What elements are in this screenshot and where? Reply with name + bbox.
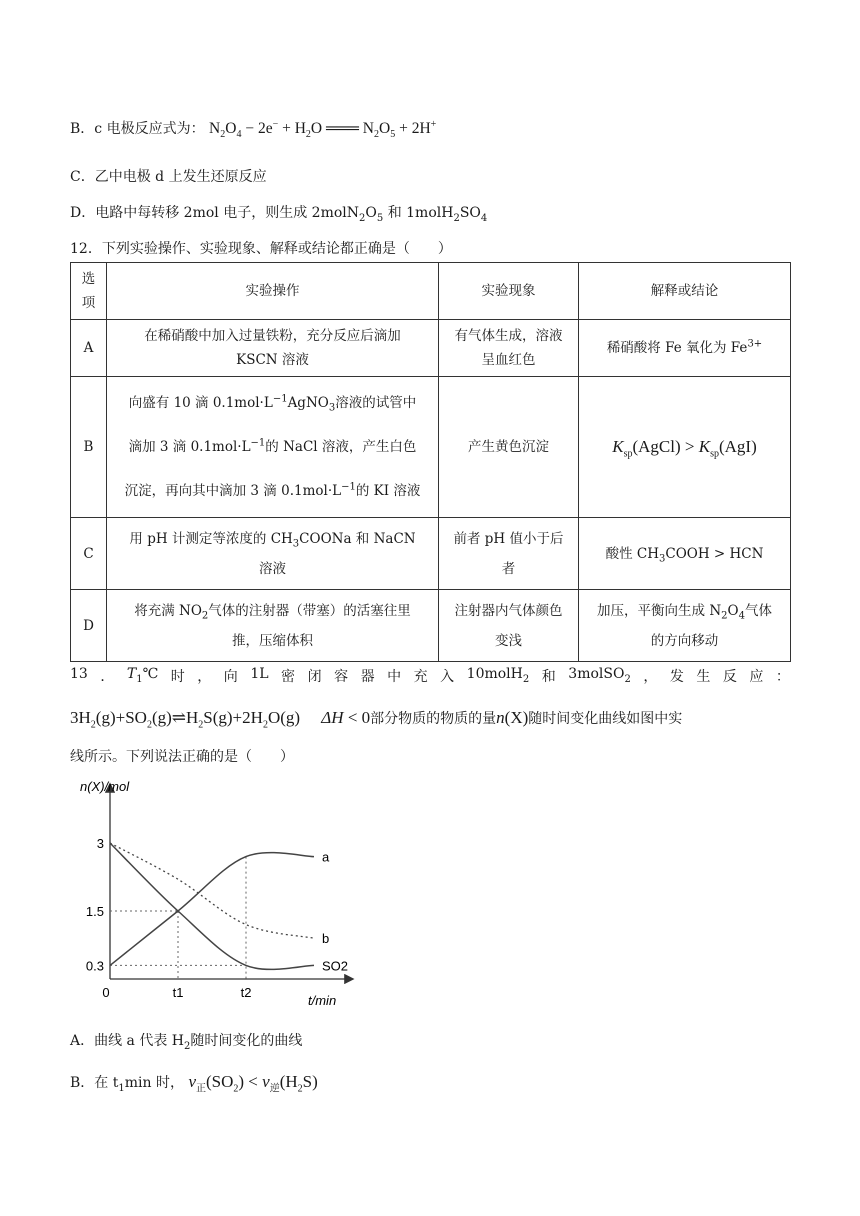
concl-text: 稀硝酸将 Fe 氧化为 Fe (606, 340, 748, 356)
curves (110, 843, 314, 969)
word-part: 10molH (466, 666, 523, 682)
header-conclusion: 解释或结论 (579, 263, 791, 320)
phen-line: 前者 pH 值小于后 (453, 530, 564, 547)
row-conclusion: 加压，平衡向生成 $N_2O_4$气体 的方向移动 (579, 590, 791, 662)
header-option-2: 项 (81, 295, 96, 311)
y-axis-label: n(X)/mol (80, 779, 130, 794)
op-part: 气体的注射器（带塞）的活塞往里 (208, 602, 411, 619)
word: 闭 (307, 669, 322, 685)
series-label-a: a (322, 849, 330, 865)
series-label-so2: SO2 (322, 958, 349, 974)
op-line: KSCN 溶液 (236, 352, 309, 368)
op-part: 将充满 NO (134, 602, 202, 619)
q13-option-b-mid: min 时， (124, 1075, 184, 1091)
row-operation: 用 pH 计测定等浓度的 $CH_3COONa$ 和 NaCN 溶液 (107, 518, 439, 590)
row-conclusion: 稀硝酸将 Fe 氧化为 $Fe^{3+}$ (579, 320, 791, 377)
y-tick-label: 3 (96, 836, 104, 851)
q13-chart (72, 773, 362, 1013)
q12-table (70, 262, 791, 662)
q12-stem: 12．下列实验操作、实验现象、解释或结论都正确是（ ） (70, 241, 452, 257)
table-row (71, 590, 791, 662)
phen-line: 者 (501, 560, 516, 577)
op-part: 向盛有 10 滴 0.1mol·L (128, 395, 273, 411)
word: 发 (669, 669, 684, 685)
row-phenomenon (439, 518, 579, 590)
table-row (71, 320, 791, 377)
q11-option-b-equation: $N_2O_4 - 2e^- + H_2O$ ═══ $N_2O_5 + 2H^+$ (209, 118, 437, 141)
row-operation: 将充满 $NO_2$气体的注射器（带塞）的活塞往里 推，压缩体积 (107, 590, 439, 662)
op-part: AgNO (287, 395, 329, 411)
series-line-b (110, 843, 314, 938)
phen-line: 注射器内气体颜色 (454, 602, 563, 619)
row-label: A (71, 320, 107, 377)
series-label-b: b (322, 931, 330, 947)
row-operation: 向盛有 10 滴 $0.1mol\cdot L^{-1}AgNO_3$溶液的试管中 滴加 3 滴 $0.1mol\cdot L^{-1}$的 NaCl 溶液，产生白色 沉淀，再向其中滴加 3 滴 $0.1mol\cdot L^{-1}$的 KI 溶液 (107, 377, 439, 518)
word: 容 (334, 669, 349, 685)
x-tick-label: t1 (172, 985, 184, 1000)
table-row (71, 263, 791, 320)
header-phenomenon: 实验现象 (439, 263, 579, 320)
concl-part: 的方向移动 (650, 632, 719, 649)
word: 充 (413, 669, 428, 685)
y-tick-label: 1.5 (85, 904, 104, 919)
op-part: 用 pH 计测定等浓度的 CH (129, 530, 293, 547)
word: 向 (223, 669, 238, 685)
table-row (71, 518, 791, 590)
header-option (71, 263, 107, 320)
header-option-1: 选 (81, 271, 96, 287)
word: 13 (70, 666, 88, 682)
y-tick-label: 0.3 (85, 958, 104, 974)
q13-option-b-formula: $v_正(SO_2) < v_逆(H_2S)$ (188, 1072, 318, 1095)
op-line: 在稀硝酸中加入过量铁粉，充分反应后滴加 (144, 328, 401, 344)
x-axis-label: t/min (308, 993, 337, 1008)
word: 器 (360, 669, 375, 685)
q13-stem-line2 (70, 708, 683, 731)
q11-option-d-text: D．电路中每转移 2mol 电子，则生成 2molN (70, 205, 360, 221)
q11-option-c: C．乙中电极 d 上发生还原反应 (70, 169, 267, 185)
table-row (71, 377, 791, 518)
x-tick-label: t2 (240, 985, 252, 1000)
word: 中 (387, 669, 402, 685)
q11-option-d-end: SO (459, 205, 481, 221)
row-conclusion: $K_{sp}(AgCl) > K_{sp}(AgI)$ (579, 377, 791, 518)
q13-equation: $3H_2(g)+SO_2(g)\rightleftharpoons H_2S(g)+2H_2O(g)$ ΔH < 0 (70, 708, 371, 731)
op-part: 的 KI 溶液 (355, 483, 421, 499)
phen-line: 变浅 (495, 632, 522, 649)
phen-line: 有气体生成，溶液 (454, 328, 563, 344)
q13-option-b: B．在 $t_1\min$ 时， $v_正(SO_2) < v_逆(H_2S)$ (70, 1072, 318, 1095)
word: 生 (696, 669, 711, 685)
row-label: B (71, 377, 107, 518)
q13-option-b-text: B．在 t (70, 1075, 119, 1091)
q13-line2-text: 部分物质的物质的量 (370, 711, 497, 727)
concl-part: 气体 (744, 602, 772, 619)
row-operation (107, 320, 439, 377)
word: ． (100, 669, 115, 685)
word: 密 (281, 669, 296, 685)
op-part: COONa 和 NaCN (299, 530, 416, 547)
op-part: 沉淀，再向其中滴加 3 滴 0.1mol·L (124, 483, 342, 499)
row-label: C (71, 518, 107, 590)
word: 入 (440, 669, 455, 685)
word: $T_1℃$ (126, 666, 159, 685)
phen-line: 呈血红色 (481, 352, 536, 368)
concl-part: 酸性 CH (605, 545, 659, 562)
op-part: 溶液的试管中 (335, 395, 417, 411)
word: 时 (170, 669, 185, 685)
q13-option-a-text: A．曲线 a 代表 H (70, 1033, 185, 1049)
concl-part: 加压，平衡向生成 N (597, 602, 722, 619)
q13-option-a: A．曲线 a 代表 $H_2$随时间变化的曲线 (70, 1033, 303, 1052)
row-phenomenon (439, 320, 579, 377)
q11-option-d-mid: 和 1molH (387, 205, 454, 221)
concl-part: COOH > HCN (665, 545, 764, 562)
op-part: 滴加 3 滴 0.1mol·L (128, 439, 251, 455)
word: 应 (749, 669, 764, 685)
q13-stem-line3: 线所示。下列说法正确的是（ ） (70, 749, 294, 765)
word-part: 3molSO (568, 666, 625, 682)
q13-stem-line1 (70, 666, 790, 686)
guide-lines (110, 857, 246, 979)
row-phenomenon: 产生黄色沉淀 (439, 377, 579, 518)
word: ： (775, 669, 790, 685)
op-part: 推，压缩体积 (232, 632, 313, 649)
series-line-so2 (110, 843, 314, 969)
word: ， (197, 669, 212, 685)
word: 10molH$_2$ (466, 666, 530, 685)
row-label: D (71, 590, 107, 662)
op-part: 的 NaCl 溶液，产生白色 (265, 439, 417, 455)
word: ， (643, 669, 658, 685)
x-tick-label: 0 (102, 985, 110, 1000)
word: 反 (722, 669, 737, 685)
q13-line2-end: 随时间变化曲线如图中实 (528, 711, 683, 727)
word: 1L (250, 666, 269, 682)
word: 3molSO$_2$ (568, 666, 631, 685)
q11-option-b (70, 118, 437, 141)
q11-option-d: D．电路中每转移 2mol 电子，则生成 $2molN_2O_5$ 和 $1molH_2SO_4$ (70, 205, 488, 224)
t-symbol: T (126, 666, 137, 682)
celsius: ℃ (142, 666, 159, 682)
row-phenomenon (439, 590, 579, 662)
series-labels (322, 850, 348, 974)
series-line-a (110, 853, 314, 966)
q13-nx: n(X) (496, 708, 529, 727)
q13-option-a-end: 随时间变化的曲线 (190, 1033, 303, 1049)
op-part: 溶液 (259, 560, 286, 577)
header-operation: 实验操作 (107, 263, 439, 320)
row-conclusion: 酸性 $CH_3COOH$ > HCN (579, 518, 791, 590)
word: 和 (541, 669, 556, 685)
q11-option-b-text: B．c 电极反应式为： (70, 121, 205, 137)
